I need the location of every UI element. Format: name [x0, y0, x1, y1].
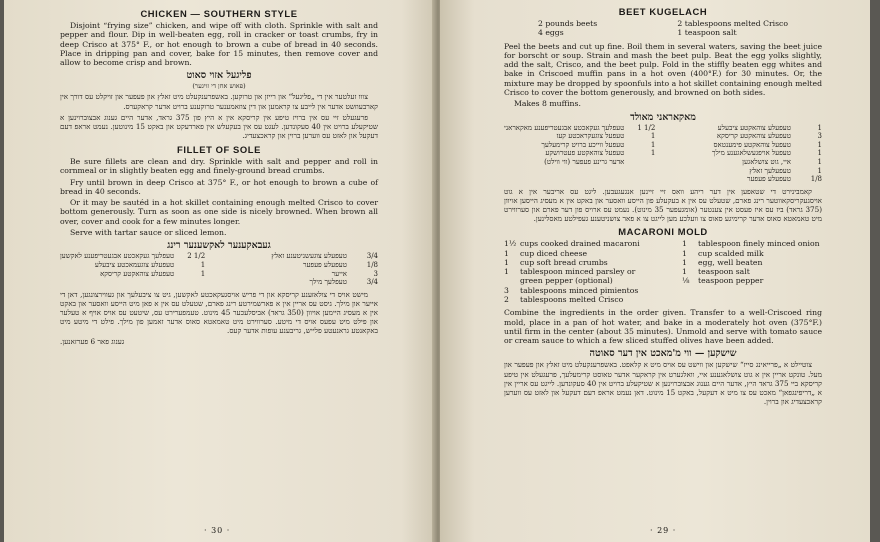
beet-ingredients-right-column	[677, 19, 788, 38]
ingredient-text: tablespoon minced parsley or green pepper (optional)	[520, 267, 636, 286]
chicken-hebrew-paragraph-2: פרעגעלט זיי עס אין ברויז טיפע אין קריסקא אין א היץ פון 375 גראד, אדער היים גענוג אבצוברוינען א שטיקעלע ברויט אין 40 סעקונדען. לעגט עס אין בעקעלש אין פארדעקט און באקט 15 מינוטען. נעמט אראפ דעם דעקעל און לאזט עס ווערען ברוין און קראכצעדיג.	[60, 112, 378, 140]
page-number-left: · 30 ·	[204, 526, 231, 535]
ingredient-item: 2 pounds beets	[538, 19, 598, 28]
ingredient-quantity: 1/8	[366, 260, 378, 269]
ingredient-text: טעפעלע צוגעשניטענע זאלץ	[271, 252, 347, 261]
ingredient-quantity	[624, 158, 655, 167]
macaroni-ingredients	[504, 239, 822, 304]
left-page	[4, 0, 436, 542]
ingredient-quantity: 1	[817, 123, 822, 132]
ingredient-text: tablespoons minced pimientos	[520, 285, 639, 295]
ingredient-quantity: 1	[817, 166, 822, 175]
ingredient-text: teaspoon pepper	[698, 276, 764, 286]
ingredient-row	[712, 158, 822, 167]
ingredient-text: טעפעלע פעפער	[303, 260, 347, 269]
ingredient-text: טעפעלע צוהאקטע ציבעלע	[717, 123, 791, 132]
sole-title: FILLET OF SOLE	[177, 143, 261, 155]
ring-hebrew-servings: גענוג פאר 6 פערזאנען.	[60, 337, 125, 347]
ingredient-row	[504, 149, 655, 158]
macaroni-hebrew-left-column	[712, 124, 822, 184]
shishkin-hebrew-text: צוטיילט א „פרייאינג סייז“ שישקען און ווישט עס אויס מיט א קלאפט. באשפרענקעלט מיט זאלץ און פעפער און מעל. טונקט אריין אין א גוט צושלאגענע איי, וואלגערט אין קראקער אדער טאוסט קרימעלעך, פרעגעלט אין טיפע קריסקא ביי 375 גראד היץ, אדער היים גענוג אבצוברוינען א שטיקעלע ברויט אין 40 סעקונדען. לייגט עס אריין אין א „דריפינגפאן“ מאכט עס צו מיט א דעקעל, באקט 15 מינוט. דאן נעמט אראפ דעם דעקעל און לאזט עס ווערען קראכצעדיג און ברוין.	[504, 360, 822, 406]
ingredient-row	[271, 261, 378, 270]
ingredient-row	[682, 276, 822, 285]
macaroni-ingredients-left-column	[504, 239, 654, 304]
ingredient-text: איי, גוט צושלאגען	[742, 158, 791, 167]
ingredient-quantity: 1	[817, 149, 822, 158]
ingredient-item: 4 eggs	[538, 28, 564, 38]
ingredient-row	[60, 261, 205, 270]
ingredient-row	[682, 267, 822, 276]
ingredient-text: טעפלעך מילך	[309, 278, 347, 287]
ingredient-row	[712, 132, 822, 141]
ingredient-text: טעפעל אויפגעשלאגענע מילך	[712, 149, 791, 158]
ingredient-row	[712, 141, 822, 150]
ingredient-text: טעפעלע פעפער	[747, 175, 791, 184]
ingredient-text: tablespoon finely minced onion	[698, 239, 820, 249]
ingredient-quantity: 1	[817, 158, 822, 167]
ingredient-text: cup diced cheese	[520, 248, 588, 258]
ingredient-row	[712, 175, 822, 184]
ingredient-text: אייער	[331, 269, 347, 278]
ingredient-text: טעפעלע צוהאקטע קריסקא	[100, 269, 175, 278]
ingredient-row	[712, 149, 822, 158]
ingredient-row	[504, 124, 655, 133]
ingredient-quantity: 3	[373, 269, 378, 278]
ingredient-row	[504, 132, 655, 141]
ingredient-quantity: 3/4	[366, 252, 378, 261]
sole-paragraph-3: Or it may be sautéd in a hot skillet containing enough melted Crisco to cover bottom generously. Turn as soon as one side is nicely browned. When brown all over, cover and cook for a few minutes longer.	[60, 198, 378, 226]
ingredient-row	[504, 158, 655, 167]
ingredient-quantity: 3	[817, 132, 822, 141]
chicken-hebrew-subtitle: (פאוש אחן די זויגער)	[192, 82, 246, 91]
macaroni-hebrew-text: קאמבינירט די שטאפען אין דער ריהע וואס זיי זיינען אנגעגעבען. ליגט עס אריבער אין א גוט אויסגעקריסקאווטער רינג פארם, שטעלט עס אין א בעקעלע פון הייסע וואסער און באקט אין א מעסיג הייסען אויוון (375 גראד) ביז עס איז פעסט אין צענטער (אומגעפער 35 מינוט). נעמט עס ארויס פון דער פארם און סערווירט מיט טאמאטא סאוס אדער קרימיגע סאוס צו וועלכע מען לייגט צו א פאר צושניטענע געפילטע מאסלינען.	[504, 186, 822, 224]
macaroni-hebrew-ingredients	[504, 124, 822, 184]
ingredient-quantity: 1½	[504, 239, 517, 249]
ingredient-quantity: 1	[504, 267, 509, 277]
ingredient-quantity: 1	[650, 149, 656, 158]
ingredient-quantity: 1	[682, 239, 687, 249]
ingredient-item: 1 teaspoon salt	[677, 28, 737, 38]
ingredient-quantity: 3	[504, 285, 509, 295]
ingredient-quantity: 1	[682, 257, 687, 267]
ingredient-quantity: 3/4	[366, 278, 378, 287]
ingredient-text: טעפעלע צוהאקטע קריסקא	[716, 132, 791, 141]
ingredient-row	[504, 239, 654, 248]
ingredient-row	[682, 249, 822, 258]
macaroni-ingredients-right-column	[682, 239, 822, 304]
chicken-text: Disjoint “frying size” chicken, and wipe off with cloth. Sprinkle with salt and pepper and flour. Dip in well-beaten egg, roll in cracker or toast crumbs, fry in deep Crisco at 375° F., or hot enough to brown a cube of bread in 40 seconds. Place in dripping pan and cover, bake for 15 minutes, then remove cover and allow to become crisp and brown.	[60, 21, 378, 68]
ingredient-quantity: 1	[650, 132, 656, 141]
ingredient-row	[712, 124, 822, 133]
chicken-hebrew-paragraph-1: צווו זעלטער אין די „פליגעל“ און רייזן און טרוקען. באשפרענקעלט מיט זאלץ און פעפער און זויקלט עס דורך אין קארבעוזשט אדער אין לייבע צו קראמען און דין צוזאמענער טרוקענע ברויט אדער קראקערס.	[60, 92, 378, 111]
ingredient-text: cup scalded milk	[698, 248, 764, 258]
ingredient-row	[682, 258, 822, 267]
ingredient-row	[504, 286, 654, 295]
macaroni-hebrew-title: מאקאראני מאולד	[630, 111, 696, 123]
ring-ingredients	[60, 252, 378, 286]
ingredient-text: טעפעל צוהאקטע פימענטאס	[713, 140, 791, 149]
ring-ingredients-right-column	[60, 252, 205, 286]
ingredient-row	[682, 239, 822, 248]
ingredient-text: טעפעלע צוגעמאכטע ציבעלע	[94, 260, 175, 269]
ingredient-row	[60, 270, 205, 279]
ingredient-row	[504, 258, 654, 267]
ingredient-quantity: 1	[504, 248, 509, 258]
page-number-right: · 29 ·	[650, 526, 677, 535]
beet-yield: Makes 8 muffins.	[514, 99, 581, 109]
ingredient-text: tablespoons melted Crisco	[520, 294, 624, 304]
macaroni-hebrew-right-column	[504, 124, 655, 184]
beet-text: Peel the beets and cut up fine. Boil them in several waters, saving the beet juice for borscht or soup. Strain and mash the beet pulp. Beat the egg yolks slightly, add the salt, Crisco, and the beet pulp. Fold in the stiffly beaten egg whites and bake in Criscoed muffin pans in a hot oven (400°F.) for 30 minutes. Or, the mixture may be dropped by spoonfuls into a hot skillet containing enough melted Crisco to cover the bottom generously, and browned on both sides.	[504, 41, 822, 98]
ingredient-quantity: 1	[200, 260, 206, 269]
ingredient-quantity: 2	[504, 294, 509, 304]
ring-ingredients-left-column	[271, 252, 378, 286]
ingredient-text: egg, well beaten	[698, 257, 763, 267]
ingredient-text: טעפלעך געקאכטע אבגעטריפענע מאקאראני	[504, 123, 625, 132]
beet-ingredients-left-column	[538, 19, 597, 38]
ingredient-row	[504, 295, 654, 304]
ingredient-quantity: 1 1/2	[637, 123, 656, 132]
macaroni-title: MACARONI MOLD	[618, 226, 708, 238]
ingredient-text: cups cooked drained macaroni	[520, 239, 640, 249]
chicken-title: CHICKEN — SOUTHERN STYLE	[140, 8, 298, 19]
ring-hebrew-text: מישט אויס די צולאזענע קריסקא און די פריש אויסגעקאכטע לאקשען, גיט צו ציבעלעך און געווירצונגען, דאן די אייער און מילך. גיסט עס אריין אין א פארשמירטע רינג פארם, שטעלט עס אין א פאן מיט הייסע וואסער און באקט אין א מעסיג היימען אויוון (350 גראד) אביסלעכער 45 מינוט. טעמפערירט עס, שיטעט עס אויס אויף א טעלער און פילט מיט עפעס אויס די מיטע. סערווירט מיט טאמאטא סאוס אדער זאמען פון מילך. פילט די מיטע מיט באקאנטע גראנעטע פלייש, גריבענע עופות אדער קעס.	[60, 289, 378, 336]
ingredient-row	[504, 249, 654, 258]
ingredient-quantity: 1	[682, 267, 687, 277]
ingredient-text: אדער גרינע פעפער (ווי ווילט)	[544, 158, 625, 167]
ingredient-row	[271, 270, 378, 279]
ingredient-quantity: 1	[650, 140, 656, 149]
ingredient-row	[504, 141, 655, 150]
ingredient-quantity: 1	[200, 269, 206, 278]
ingredient-text: טעפעל צוהאקטע פעטרושקע	[545, 149, 625, 158]
right-page	[440, 0, 870, 542]
ingredient-quantity: 1/8	[810, 175, 822, 184]
chicken-hebrew-title: פליגעל אזוי סאוט	[186, 70, 252, 82]
ingredient-text: cup soft bread crumbs	[520, 257, 608, 267]
ingredient-item: 2 tablespoons melted Crisco	[677, 19, 788, 28]
ingredient-quantity: 1	[817, 140, 822, 149]
ingredient-row	[60, 252, 205, 261]
right-page-content	[504, 6, 822, 408]
left-page-content	[60, 8, 378, 348]
ingredient-quantity: 1	[682, 248, 687, 258]
ingredient-row	[271, 278, 378, 287]
ingredient-row	[271, 252, 378, 261]
macaroni-text: Combine the ingredients in the order given. Transfer to a well-Criscoed ring mold, place in a pan of hot water, and bake in a moderately hot oven (375°F.) until firm in the center (about 35 minutes). Unmold and serve with tomato sauce or cream sauce to which a few sliced stuffed olives have been added.	[504, 308, 822, 346]
beet-ingredients	[504, 19, 822, 38]
shishkin-hebrew-title: שישקען — ווי מ'מאכט אין דער סאוטה	[589, 348, 737, 360]
book-spread	[4, 0, 870, 542]
ingredient-quantity: 1	[504, 257, 509, 267]
ring-hebrew-title: געבאקענער לאקשענער רינג	[167, 240, 271, 252]
ingredient-text: teaspoon salt	[698, 267, 750, 277]
ingredient-text: טעפעל צוגעקראכטע קעז	[556, 132, 625, 141]
sole-paragraph-2: Fry until brown in deep Crisco at 375° F., or hot enough to brown a cube of bread in 40 seconds.	[60, 177, 378, 196]
sole-paragraph-1: Be sure fillets are clean and dry. Sprinkle with salt and pepper and roll in cornmeal or in slightly beaten egg and finely-ground bread crumbs.	[60, 156, 378, 176]
beet-title: BEET KUGELACH	[618, 6, 708, 17]
ingredient-row	[712, 167, 822, 176]
ingredient-row	[504, 267, 654, 286]
ingredient-text: טעפעל ווייכע ברויט קרימעלעך	[541, 140, 625, 149]
ingredient-quantity: ⅛	[682, 276, 690, 286]
ingredient-quantity: 2 1/2	[187, 252, 206, 261]
ingredient-text: טעפעלעך זאלץ	[749, 166, 791, 175]
sole-paragraph-4: Serve with tartar sauce or sliced lemon.	[70, 228, 227, 238]
ingredient-text: טעפלעך געקאכטע אבגעטריפענע לאקשען	[60, 252, 175, 261]
